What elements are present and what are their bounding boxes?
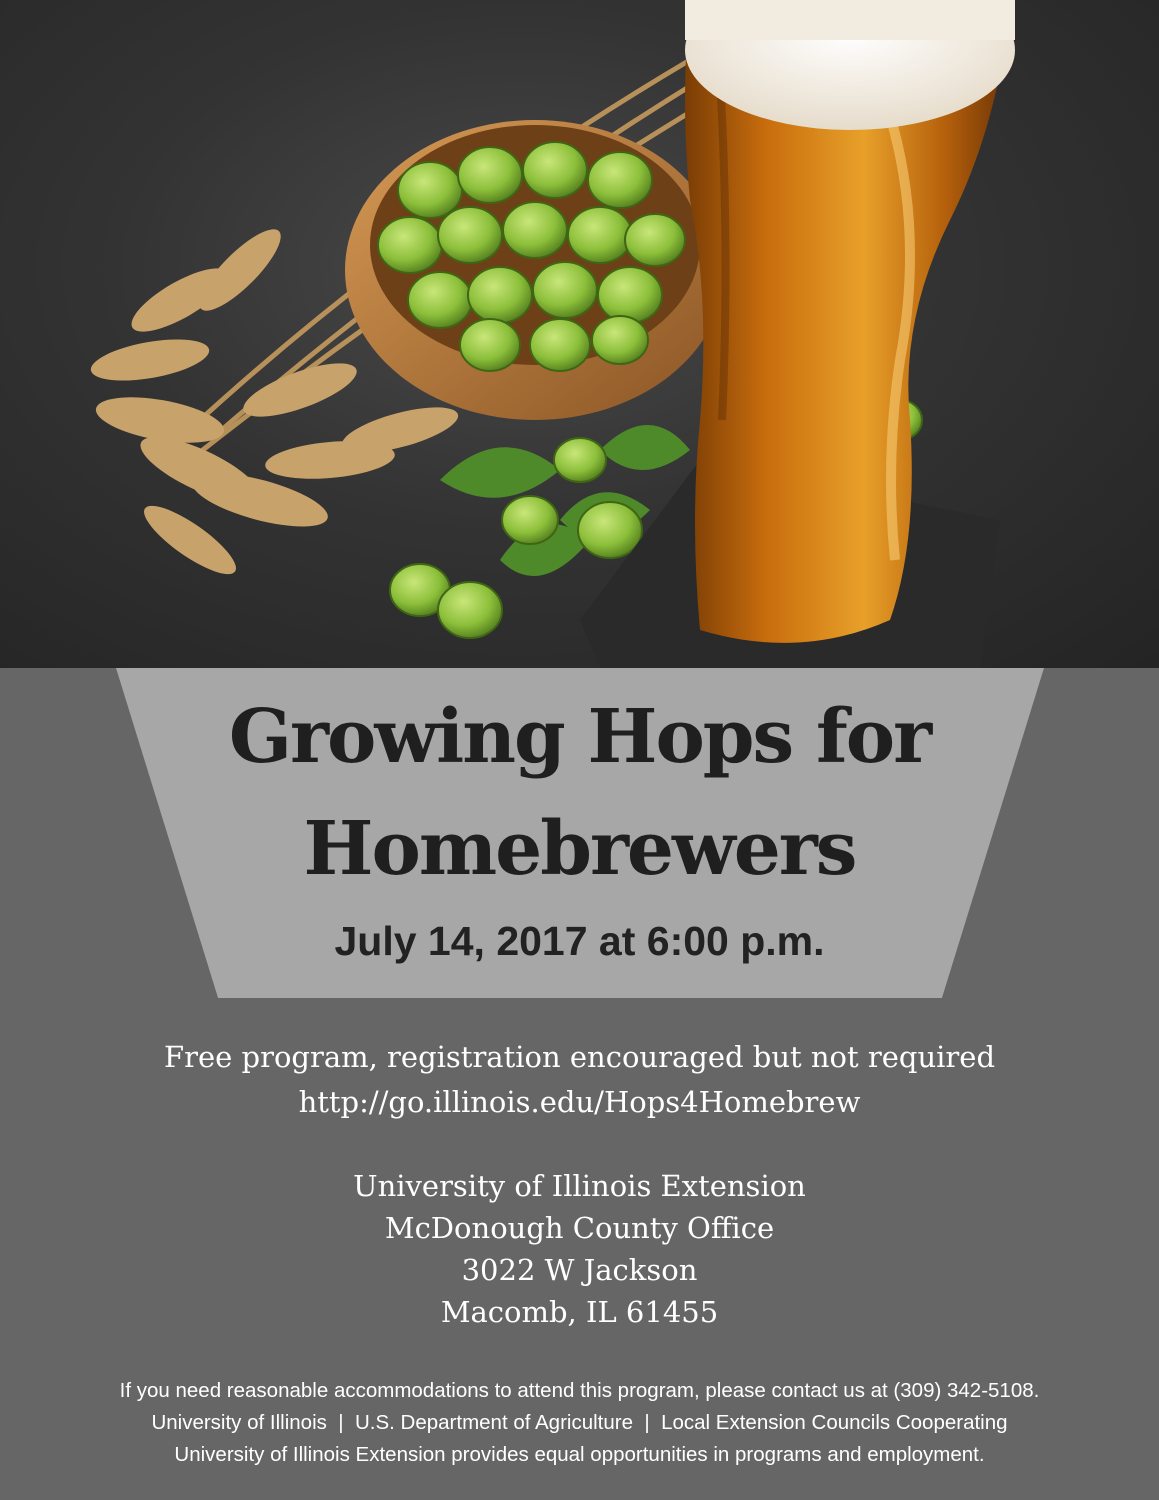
location-city: Macomb, IL 61455: [440, 1295, 719, 1329]
event-title-line-2: Homebrewers: [303, 806, 856, 892]
location-org: University of Illinois Extension: [353, 1169, 806, 1203]
hero-photo: [0, 0, 1159, 668]
beer-hops-illustration: [0, 0, 1159, 668]
location-street: 3022 W Jackson: [461, 1253, 698, 1287]
registration-link[interactable]: http://go.illinois.edu/Hops4Homebrew: [298, 1085, 861, 1119]
event-title-line-1: Growing Hops for: [228, 694, 931, 780]
footer-partners: University of Illinois | U.S. Department of Agriculture | Local Extension Councils Cooperating: [151, 1411, 1008, 1434]
event-date: July 14, 2017 at 6:00 p.m.: [334, 918, 825, 964]
registration-text: Free program, registration encouraged but not required: [163, 1040, 996, 1074]
footer-equal-opportunity: University of Illinois Extension provides equal opportunities in programs and employment.: [174, 1443, 985, 1466]
location-office: McDonough County Office: [384, 1211, 775, 1245]
footer-accommodations: If you need reasonable accommodations to attend this program, please contact us at (309) 342-5108.: [119, 1379, 1040, 1402]
